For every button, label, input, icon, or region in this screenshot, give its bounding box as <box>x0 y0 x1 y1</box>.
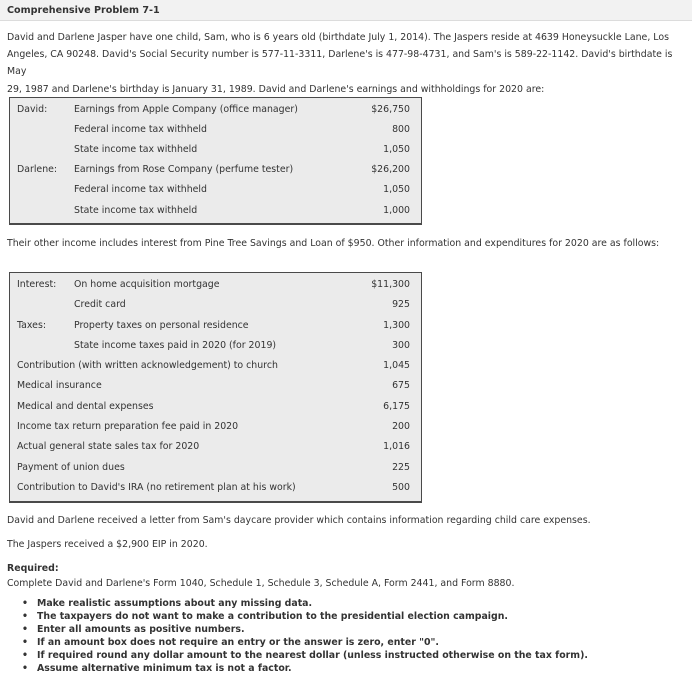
row-label: Payment of union dues <box>17 462 125 473</box>
list-item: • If an amount box does not require an entry or the answer is zero, enter "0". <box>22 636 588 649</box>
row-label: Taxes: <box>17 320 46 331</box>
row-amount: 225 <box>392 462 410 473</box>
table-row <box>10 124 421 140</box>
row-label: Medical and dental expenses <box>17 401 154 412</box>
row-label: David: <box>17 104 48 115</box>
row-description: On home acquisition mortgage <box>74 279 220 290</box>
daycare-text: David and Darlene received a letter from Sam's daycare provider which contains information regarding child care expenses. <box>7 515 591 526</box>
table-row <box>10 164 421 180</box>
row-label: Contribution (with written acknowledgement) to church <box>17 360 278 371</box>
row-label: Contribution to David's IRA (no retirement plan at his work) <box>17 482 296 493</box>
row-amount: 300 <box>392 340 410 351</box>
row-description: Credit card <box>74 299 126 310</box>
table-row <box>10 144 421 160</box>
earnings-table <box>9 97 422 225</box>
table-row <box>10 205 421 221</box>
table-row <box>10 340 421 356</box>
row-description: Earnings from Rose Company (perfume tester) <box>74 164 294 175</box>
table-row <box>10 421 421 437</box>
row-amount: 200 <box>392 421 410 432</box>
table-row <box>10 462 421 478</box>
table-row <box>10 441 421 457</box>
row-label: Actual general state sales tax for 2020 <box>17 441 200 452</box>
instructions-list <box>22 597 588 676</box>
intro-line: David and Darlene Jasper have one child, Sam, who is 6 years old (birthdate July 1, 2014). The Jaspers reside at 4639 Honeysuckle Lane, Los <box>7 32 669 43</box>
row-amount: $11,300 <box>371 279 410 290</box>
intro-line: 29, 1987 and Darlene's birthday is January 31, 1989. David and Darlene's earnings and withholdings for 2020 are: <box>7 83 545 95</box>
expenditures-table <box>9 272 422 503</box>
row-description: State income tax withheld <box>74 205 198 216</box>
table-row <box>10 279 421 295</box>
list-item: • Enter all amounts as positive numbers. <box>22 623 588 636</box>
table-row <box>10 360 421 376</box>
table-row <box>10 184 421 200</box>
row-description: State income tax withheld <box>74 144 198 155</box>
row-amount: 1,000 <box>383 205 410 216</box>
intro-line: Angeles, CA 90248. David's Social Security number is 577-11-3311, Darlene's is 477-98-4731, and Sam's is 589-22-1142. David's birthdate is May <box>7 49 673 78</box>
row-amount: 6,175 <box>383 401 410 412</box>
eip-text: The Jaspers received a $2,900 EIP in 2020. <box>7 539 208 550</box>
list-item: • Make realistic assumptions about any missing data. <box>22 597 588 610</box>
row-amount: 800 <box>392 124 410 135</box>
row-amount: 925 <box>392 299 410 310</box>
row-amount: 1,050 <box>383 184 410 195</box>
table-row <box>10 401 421 417</box>
row-amount: 1,300 <box>383 320 410 331</box>
problem-title: Comprehensive Problem 7-1 <box>7 5 160 16</box>
other-income-text: Their other income includes interest from Pine Tree Savings and Loan of $950. Other information and expenditures for 2020 are as follows: <box>7 238 660 249</box>
list-item: • Assume alternative minimum tax is not a factor. <box>22 662 588 675</box>
required-heading: Required: <box>7 563 59 574</box>
row-amount: 500 <box>392 482 410 493</box>
list-item: • If required round any dollar amount to the nearest dollar (unless instructed otherwise on the tax form). <box>22 649 588 662</box>
row-description: Property taxes on personal residence <box>74 320 249 331</box>
table-row <box>10 320 421 336</box>
row-amount: $26,750 <box>371 104 410 115</box>
row-amount: 1,050 <box>383 144 410 155</box>
table-row <box>10 104 421 120</box>
row-label: Interest: <box>17 279 57 290</box>
table-row <box>10 482 421 498</box>
row-description: Federal income tax withheld <box>74 184 207 195</box>
row-label: Darlene: <box>17 164 58 175</box>
row-amount: 675 <box>392 380 410 391</box>
row-amount: 1,016 <box>383 441 410 452</box>
row-label: Medical insurance <box>17 380 102 391</box>
row-description: Earnings from Apple Company (office manager) <box>74 104 298 115</box>
row-amount: 1,045 <box>383 360 410 371</box>
row-amount: $26,200 <box>371 164 410 175</box>
table-row <box>10 299 421 315</box>
row-description: State income taxes paid in 2020 (for 2019) <box>74 340 277 351</box>
row-label: Income tax return preparation fee paid in 2020 <box>17 421 239 432</box>
required-text: Complete David and Darlene's Form 1040, Schedule 1, Schedule 3, Schedule A, Form 2441, and Form 8880. <box>7 578 515 589</box>
problem-intro <box>7 29 683 98</box>
table-row <box>10 380 421 396</box>
row-description: Federal income tax withheld <box>74 124 207 135</box>
list-item: • The taxpayers do not want to make a contribution to the presidential election campaign. <box>22 610 588 623</box>
